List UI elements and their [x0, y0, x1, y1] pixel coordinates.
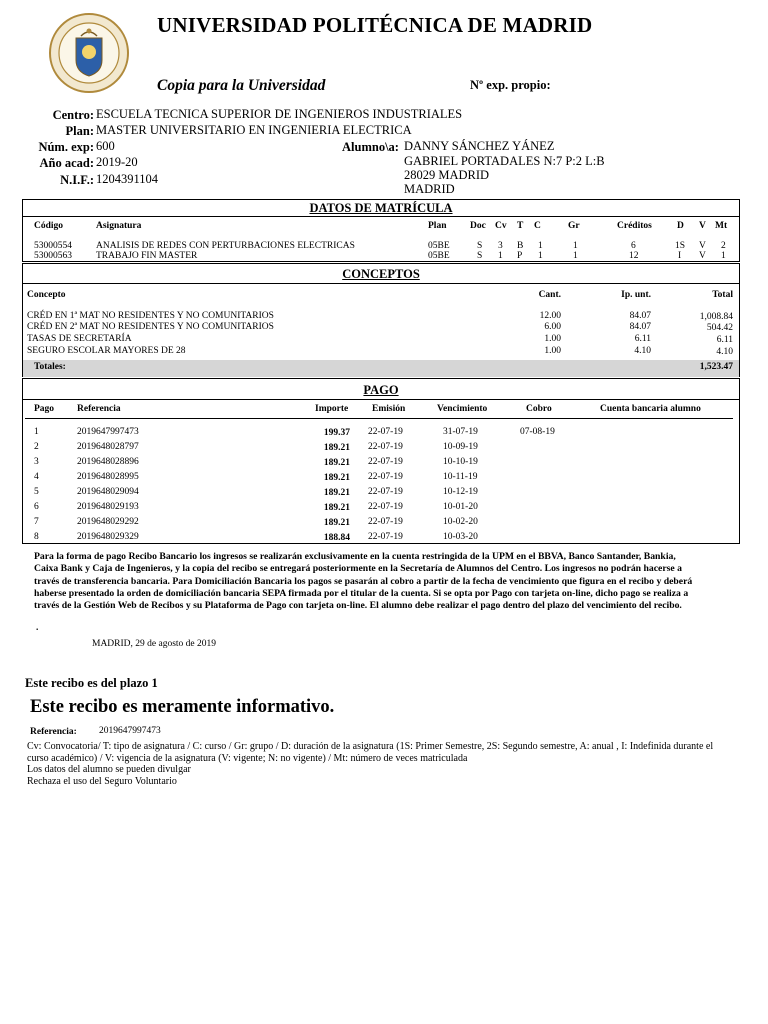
totales-label: Totales:: [34, 362, 66, 372]
pago-row-8-venc: 10-03-20: [443, 532, 478, 542]
concepto-row-1-total: 1,008.84: [699, 312, 733, 322]
pago-row-2-ref: 2019648028797: [77, 442, 139, 452]
payment-notice-line-4: haberse presentado la orden de domiciliación bancaria SEPA firmada por el titular de la cuenta. Si se opta por Pago con tarjeta on-line, dicho pago se realiza a: [34, 587, 689, 599]
concepto-row-4-concepto: SEGURO ESCOLAR MAYORES DE 28: [27, 346, 186, 356]
col-cant: Cant.: [538, 290, 561, 300]
matricula-row-2-mt: 1: [721, 251, 726, 261]
pago-row-5-importe: 189.21: [323, 488, 350, 498]
matricula-row-2-gr: 1: [573, 251, 578, 261]
pago-row-3-venc: 10-10-19: [443, 457, 478, 467]
pago-row-6-venc: 10-01-20: [443, 502, 478, 512]
pago-row-3-num: 3: [34, 457, 39, 467]
pago-row-4-emision: 22-07-19: [368, 472, 403, 482]
matricula-row-1-creditos: 6: [631, 241, 636, 251]
matricula-row-1-codigo: 53000554: [34, 241, 72, 251]
pago-row-4-importe: 189.21: [323, 473, 350, 483]
pago-row-8-importe: 188.84: [323, 533, 350, 543]
anio-value: 2019-20: [96, 155, 138, 169]
legend-line-4: Rechaza el uso del Seguro Voluntario: [27, 775, 177, 787]
copy-label: Copia para la Universidad: [157, 77, 326, 94]
totales-bar: [23, 360, 739, 377]
legend-line-2: curso académico) / V: vigencia de la asignatura (V: vigente; N: no vigente) / Mt: número de veces matriculada: [27, 752, 468, 764]
pago-row-5-ref: 2019648029094: [77, 487, 139, 497]
matricula-title: DATOS DE MATRÍCULA: [309, 201, 453, 215]
col-v: V: [699, 221, 706, 231]
pago-row-7-importe: 189.21: [323, 518, 350, 528]
col-t: T: [517, 221, 524, 231]
col-doc: Doc: [470, 221, 486, 231]
conceptos-title: CONCEPTOS: [342, 267, 420, 281]
matricula-row-1-t: B: [517, 241, 524, 251]
legend-notes: [27, 741, 747, 787]
pago-row-1-num: 1: [34, 427, 39, 437]
concepto-row-3-cant: 1.00: [544, 334, 561, 344]
alumno-label: Alumno\a:: [342, 140, 399, 154]
centro-label: Centro:: [52, 108, 94, 122]
matricula-row-2-doc: S: [477, 251, 483, 261]
col-d: D: [677, 221, 684, 231]
matricula-row-1-doc: S: [477, 241, 483, 251]
pago-row-8-num: 8: [34, 532, 39, 542]
pago-divider: [23, 399, 739, 400]
matricula-row-2-v: V: [699, 251, 706, 261]
pago-row-5-emision: 22-07-19: [368, 487, 403, 497]
matricula-row-1-plan: 05BE: [428, 241, 450, 251]
concepto-row-3-total: 6.11: [716, 335, 733, 345]
col-c: C: [534, 221, 541, 231]
col-pago: Pago: [34, 404, 55, 414]
matricula-row-2-plan: 05BE: [428, 251, 450, 261]
pago-row-5-venc: 10-12-19: [443, 487, 478, 497]
pago-row-1-venc: 31-07-19: [443, 427, 478, 437]
referencia-label: Referencia:: [30, 727, 77, 737]
pago-row-1-ref: 2019647997473: [77, 427, 139, 437]
exp-propio-label: Nº exp. propio:: [470, 78, 551, 92]
pago-row-6-importe: 189.21: [323, 503, 350, 513]
pago-row-6-emision: 22-07-19: [368, 502, 403, 512]
student-name: DANNY SÁNCHEZ YÁNEZ: [404, 139, 555, 153]
conceptos-section: [22, 263, 740, 377]
legend-line-1: Cv: Convocatoria/ T: tipo de asignatura / C: curso / Gr: grupo / D: duración de la asignatura (1S: Primer Semestre, 2S: Segundo semestre, A: anual , I: Indefinida durante el: [27, 741, 714, 752]
pago-row-4-num: 4: [34, 472, 39, 482]
pago-row-5-num: 5: [34, 487, 39, 497]
pago-row-7-num: 7: [34, 517, 39, 527]
pago-section: [22, 378, 740, 544]
legend-line-3: Los datos del alumno se pueden divulgar: [27, 764, 191, 775]
matricula-row-2-codigo: 53000563: [34, 251, 72, 261]
col-ip-unt: Ip. unt.: [621, 290, 651, 300]
concepto-row-1-concepto: CRÉD EN 1ª MAT NO RESIDENTES Y NO COMUNITARIOS: [27, 311, 274, 321]
concepto-row-2-cant: 6.00: [544, 322, 561, 332]
university-title: UNIVERSIDAD POLITÉCNICA DE MADRID: [157, 13, 593, 37]
nif-label: N.I.F.:: [60, 173, 94, 187]
pago-header-line: [25, 418, 733, 419]
pago-row-1-emision: 22-07-19: [368, 427, 403, 437]
matricula-row-1-mt: 2: [721, 241, 726, 251]
informativo-heading: Este recibo es meramente informativo.: [30, 697, 335, 717]
concepto-row-4-cant: 1.00: [544, 346, 561, 356]
matricula-row-2-asignatura: TRABAJO FIN MASTER: [96, 251, 198, 261]
matricula-divider: [23, 216, 739, 217]
col-total: Total: [712, 290, 733, 300]
pago-row-3-importe: 189.21: [323, 458, 350, 468]
col-cobro: Cobro: [526, 404, 552, 414]
num-exp-label: Núm. exp:: [38, 140, 94, 154]
col-mt: Mt: [715, 221, 728, 231]
matricula-section: [22, 199, 740, 262]
col-gr: Gr: [568, 221, 580, 231]
referencia-value: 2019647997473: [99, 726, 161, 736]
pago-row-2-emision: 22-07-19: [368, 442, 403, 452]
col-importe: Importe: [315, 404, 349, 414]
pago-row-2-num: 2: [34, 442, 39, 452]
col-asignatura: Asignatura: [96, 221, 142, 231]
payment-notice-line-1: Para la forma de pago Recibo Bancario los ingresos se realizarán exclusivamente en la cuenta restringida de la UPM en el BBVA, Banco Santander, Bankia,: [34, 551, 676, 562]
student-address-2: 28029 MADRID: [404, 168, 490, 182]
payment-notice: [34, 551, 750, 612]
pago-row-8-ref: 2019648029329: [77, 532, 139, 542]
matricula-row-2-creditos: 12: [629, 251, 639, 261]
plan-value: MASTER UNIVERSITARIO EN INGENIERIA ELECTRICA: [96, 123, 412, 137]
plan-label: Plan:: [65, 124, 94, 138]
student-address-1: GABRIEL PORTADALES N:7 P:2 L:B: [404, 154, 605, 168]
pago-row-2-importe: 189.21: [323, 443, 350, 453]
concepto-row-2-total: 504.42: [706, 323, 733, 333]
matricula-row-1-d: 1S: [675, 241, 686, 251]
matricula-row-1-asignatura: ANALISIS DE REDES CON PERTURBACIONES ELECTRICAS: [96, 241, 355, 251]
anio-label: Año acad:: [39, 156, 94, 170]
col-referencia: Referencia: [77, 404, 121, 414]
matricula-row-2-t: P: [517, 251, 523, 261]
payment-notice-line-2: Caixa Bank y Caja de Ingenieros, y la copia del recibo se entregará posteriormente en la Secretaría de Alumnos del Centro. Los ingresos no podrán hacerse a: [34, 563, 682, 575]
concepto-row-2-concepto: CRÉD EN 2ª MAT NO RESIDENTES Y NO COMUNITARIOS: [27, 322, 274, 332]
pago-row-6-num: 6: [34, 502, 39, 512]
pago-row-7-venc: 10-02-20: [443, 517, 478, 527]
concepto-row-4-total: 4.10: [716, 347, 733, 357]
pago-row-1-cobro: 07-08-19: [520, 427, 555, 437]
payment-notice-line-3: través de transferencia bancaria. Para Domiciliación Bancaria los pagos se pasarán al cobro a partir de la fecha de vencimiento que figura en el recibo y deberá: [34, 575, 693, 587]
concepto-row-3-concepto: TASAS DE SECRETARÍA: [27, 334, 132, 344]
concepto-row-1-ip: 84.07: [629, 311, 651, 321]
pago-row-7-emision: 22-07-19: [368, 517, 403, 527]
totales-value: 1,523.47: [699, 362, 733, 372]
pago-row-8-emision: 22-07-19: [368, 532, 403, 542]
concepto-row-4-ip: 4.10: [634, 346, 651, 356]
pago-row-4-ref: 2019648028995: [77, 472, 139, 482]
col-plan: Plan: [428, 221, 447, 231]
matricula-row-1-gr: 1: [573, 241, 578, 251]
col-concepto: Concepto: [27, 290, 66, 300]
concepto-row-1-cant: 12.00: [539, 311, 561, 321]
pago-row-2-venc: 10-09-19: [443, 442, 478, 452]
pago-row-3-emision: 22-07-19: [368, 457, 403, 467]
centro-value: ESCUELA TECNICA SUPERIOR DE INGENIEROS INDUSTRIALES: [96, 107, 463, 121]
pago-title: PAGO: [363, 383, 399, 397]
col-cv: Cv: [495, 221, 507, 231]
matricula-row-1-v: V: [699, 241, 706, 251]
matricula-row-2-d: I: [678, 251, 682, 261]
concepto-row-2-ip: 84.07: [629, 322, 651, 332]
date-line: MADRID, 29 de agosto de 2019: [92, 639, 217, 649]
conceptos-divider: [23, 283, 739, 284]
pago-row-6-ref: 2019648029193: [77, 502, 139, 512]
matricula-row-1-cv: 3: [498, 241, 503, 251]
matricula-row-1-c: 1: [538, 241, 543, 251]
separator-dot: .: [36, 623, 39, 633]
upm-seal: [48, 12, 130, 94]
pago-row-1-importe: 199.37: [323, 428, 350, 438]
student-address-3: MADRID: [404, 182, 455, 196]
matricula-row-2-cv: 1: [498, 251, 503, 261]
col-emision: Emisión: [372, 404, 406, 414]
pago-row-7-ref: 2019648029292: [77, 517, 139, 527]
col-vencimiento: Vencimiento: [437, 404, 488, 414]
col-cuenta: Cuenta bancaria alumno: [600, 404, 701, 414]
pago-row-3-ref: 2019648028896: [77, 457, 139, 467]
num-exp-value: 600: [96, 139, 115, 153]
nif-value: 1204391104: [96, 172, 159, 186]
pago-row-4-venc: 10-11-19: [443, 472, 478, 482]
payment-notice-line-5: través de la Gestión Web de Recibos y su Plataforma de Pago con tarjeta on-line. El alumno debe realizar el pago dentro del plazo del vencimiento del recibo.: [34, 600, 682, 612]
concepto-row-3-ip: 6.11: [634, 334, 651, 344]
plazo-line: Este recibo es del plazo 1: [25, 676, 158, 690]
col-creditos: Créditos: [617, 221, 652, 231]
matricula-row-2-c: 1: [538, 251, 543, 261]
col-codigo: Código: [34, 221, 64, 231]
